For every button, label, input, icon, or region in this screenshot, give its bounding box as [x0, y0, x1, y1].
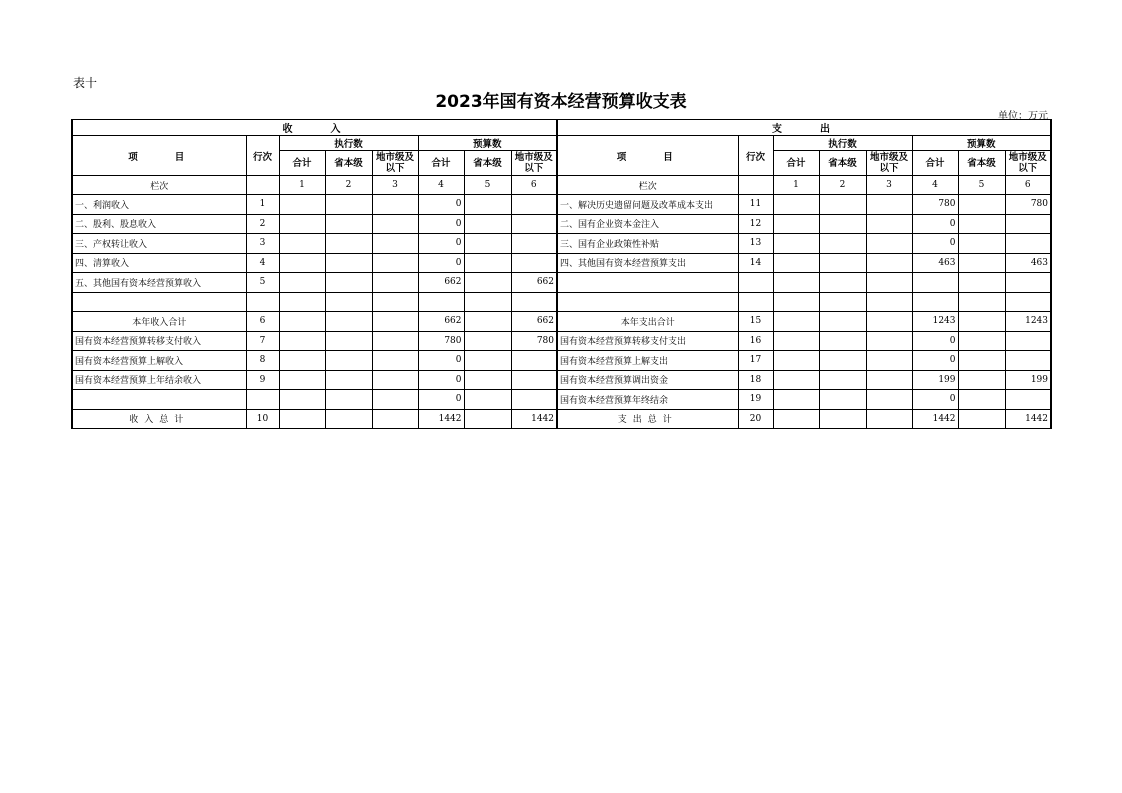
- income-value-cell: [464, 390, 511, 410]
- income-value-cell: [464, 351, 511, 371]
- expense-value-cell: [866, 234, 912, 254]
- income-value-cell: [279, 234, 325, 254]
- expense-value-cell: [912, 273, 958, 293]
- expense-value-cell: [819, 195, 866, 215]
- income-value-cell: 662: [418, 273, 464, 293]
- expense-value-cell: 780: [912, 195, 958, 215]
- expense-budget-city-header: 地市级及以下: [1005, 151, 1051, 176]
- column-number: 1: [279, 176, 325, 195]
- income-value-cell: [279, 292, 325, 312]
- income-value-cell: 0: [418, 351, 464, 371]
- expense-item-cell: 本年支出合计: [557, 312, 738, 332]
- income-value-cell: [372, 195, 418, 215]
- expense-value-cell: [819, 331, 866, 351]
- income-budget-city-header: 地市级及以下: [511, 151, 557, 176]
- income-value-cell: [372, 390, 418, 410]
- expense-item-header: 项 目: [557, 136, 738, 176]
- income-budget-provincial-header: 省本级: [464, 151, 511, 176]
- expense-value-cell: 0: [912, 331, 958, 351]
- header-row-groups: [72, 136, 1051, 151]
- income-value-cell: [325, 351, 372, 371]
- column-number: 6: [511, 176, 557, 195]
- expense-row-no-cell: 11: [738, 195, 773, 215]
- income-column-no-label: 栏次: [72, 176, 246, 195]
- unit-label: 单位：万元: [998, 111, 1048, 122]
- expense-value-cell: [819, 409, 866, 429]
- expense-item-cell: [557, 292, 738, 312]
- income-section-header: 收 入: [72, 120, 557, 136]
- expense-value-cell: 1442: [912, 409, 958, 429]
- expense-value-cell: [773, 409, 819, 429]
- income-value-cell: 0: [418, 195, 464, 215]
- expense-value-cell: [866, 273, 912, 293]
- income-item-cell: [72, 292, 246, 312]
- expense-item-cell: 支出总计: [557, 409, 738, 429]
- income-value-cell: [418, 292, 464, 312]
- income-value-cell: [511, 195, 557, 215]
- income-row-no-cell: 2: [246, 214, 279, 234]
- column-number: 3: [866, 176, 912, 195]
- expense-value-cell: [1005, 214, 1051, 234]
- income-value-cell: [325, 331, 372, 351]
- income-item-cell: 二、股利、股息收入: [72, 214, 246, 234]
- income-row-no-cell: 4: [246, 253, 279, 273]
- income-item-header: 项 目: [72, 136, 246, 176]
- table-row: [72, 409, 1051, 429]
- income-row-no-cell: 10: [246, 409, 279, 429]
- column-number: 1: [773, 176, 819, 195]
- expense-value-cell: [958, 292, 1005, 312]
- expense-value-cell: [819, 234, 866, 254]
- income-value-cell: [464, 312, 511, 332]
- expense-value-cell: [1005, 351, 1051, 371]
- expense-value-cell: [819, 273, 866, 293]
- income-item-cell: 收入总计: [72, 409, 246, 429]
- expense-value-cell: [866, 370, 912, 390]
- income-value-cell: [464, 331, 511, 351]
- income-value-cell: [325, 253, 372, 273]
- table-row: [72, 331, 1051, 351]
- income-value-cell: [372, 214, 418, 234]
- expense-value-cell: [819, 351, 866, 371]
- income-value-cell: [279, 370, 325, 390]
- income-value-cell: [325, 234, 372, 254]
- income-row-no-header: 行次: [246, 136, 279, 176]
- expense-value-cell: [819, 292, 866, 312]
- income-row-no-cell: [246, 390, 279, 410]
- income-value-cell: [325, 409, 372, 429]
- expense-value-cell: [1005, 390, 1051, 410]
- expense-value-cell: [866, 214, 912, 234]
- expense-value-cell: [819, 312, 866, 332]
- income-value-cell: [511, 292, 557, 312]
- income-value-cell: [464, 214, 511, 234]
- expense-value-cell: [1005, 234, 1051, 254]
- expense-value-cell: 463: [1005, 253, 1051, 273]
- income-value-cell: [279, 253, 325, 273]
- expense-value-cell: [866, 195, 912, 215]
- expense-value-cell: 1442: [1005, 409, 1051, 429]
- expense-value-cell: 199: [912, 370, 958, 390]
- expense-value-cell: [819, 390, 866, 410]
- income-value-cell: [279, 409, 325, 429]
- income-item-cell: 五、其他国有资本经营预算收入: [72, 273, 246, 293]
- expense-value-cell: [773, 351, 819, 371]
- income-value-cell: 780: [511, 331, 557, 351]
- income-value-cell: 662: [511, 312, 557, 332]
- income-row-no-cell: 6: [246, 312, 279, 332]
- expense-value-cell: [958, 312, 1005, 332]
- expense-item-cell: 国有资本经营预算上解支出: [557, 351, 738, 371]
- income-row-no-cell: 3: [246, 234, 279, 254]
- table-row: [72, 253, 1051, 273]
- expense-value-cell: [958, 234, 1005, 254]
- income-value-cell: [511, 234, 557, 254]
- income-item-cell: 四、清算收入: [72, 253, 246, 273]
- expense-row-no-cell: 13: [738, 234, 773, 254]
- expense-value-cell: [773, 195, 819, 215]
- income-budget-header: 预算数: [418, 136, 557, 151]
- income-value-cell: [372, 351, 418, 371]
- expense-value-cell: 463: [912, 253, 958, 273]
- income-value-cell: [511, 351, 557, 371]
- table-row: [72, 214, 1051, 234]
- expense-value-cell: [866, 409, 912, 429]
- income-value-cell: 0: [418, 214, 464, 234]
- expense-item-cell: [557, 273, 738, 293]
- income-value-cell: [325, 292, 372, 312]
- income-item-cell: [72, 390, 246, 410]
- expense-value-cell: [773, 214, 819, 234]
- column-number: 6: [1005, 176, 1051, 195]
- table-row: [72, 370, 1051, 390]
- income-value-cell: 1442: [418, 409, 464, 429]
- expense-item-cell: 国有资本经营预算调出资金: [557, 370, 738, 390]
- expense-row-no-cell: 19: [738, 390, 773, 410]
- expense-item-cell: 一、解决历史遗留问题及改革成本支出: [557, 195, 738, 215]
- income-row-no-cell: 9: [246, 370, 279, 390]
- expense-value-cell: [866, 390, 912, 410]
- income-value-cell: [372, 370, 418, 390]
- expense-budget-total-header: 合计: [912, 151, 958, 176]
- income-value-cell: 0: [418, 370, 464, 390]
- expense-value-cell: 780: [1005, 195, 1051, 215]
- expense-value-cell: [958, 214, 1005, 234]
- expense-value-cell: [866, 312, 912, 332]
- expense-value-cell: 1243: [912, 312, 958, 332]
- expense-row-no-blank: [738, 176, 773, 195]
- expense-item-cell: 二、国有企业资本金注入: [557, 214, 738, 234]
- expense-row-no-cell: 16: [738, 331, 773, 351]
- income-value-cell: [372, 312, 418, 332]
- income-value-cell: 1442: [511, 409, 557, 429]
- expense-value-cell: 0: [912, 234, 958, 254]
- expense-item-cell: 三、国有企业政策性补贴: [557, 234, 738, 254]
- income-value-cell: [279, 390, 325, 410]
- income-exec-city-header: 地市级及以下: [372, 151, 418, 176]
- income-value-cell: [511, 390, 557, 410]
- expense-value-cell: [773, 390, 819, 410]
- expense-value-cell: [819, 253, 866, 273]
- expense-exec-city-header: 地市级及以下: [866, 151, 912, 176]
- table-row: [72, 390, 1051, 410]
- income-value-cell: [464, 195, 511, 215]
- income-value-cell: [325, 370, 372, 390]
- expense-row-no-cell: 15: [738, 312, 773, 332]
- expense-value-cell: 199: [1005, 370, 1051, 390]
- expense-row-no-cell: 20: [738, 409, 773, 429]
- income-value-cell: [279, 351, 325, 371]
- expense-value-cell: [773, 292, 819, 312]
- expense-executed-header: 执行数: [773, 136, 912, 151]
- income-exec-total-header: 合计: [279, 151, 325, 176]
- income-row-no-cell: 7: [246, 331, 279, 351]
- income-value-cell: 662: [511, 273, 557, 293]
- expense-value-cell: [866, 253, 912, 273]
- income-value-cell: [464, 253, 511, 273]
- income-value-cell: 662: [418, 312, 464, 332]
- income-item-cell: 本年收入合计: [72, 312, 246, 332]
- expense-value-cell: [912, 292, 958, 312]
- income-value-cell: [372, 331, 418, 351]
- expense-row-no-cell: 18: [738, 370, 773, 390]
- expense-column-no-label: 栏次: [557, 176, 738, 195]
- expense-value-cell: [958, 273, 1005, 293]
- table-row: [72, 273, 1051, 293]
- budget-table: [71, 119, 1052, 429]
- income-value-cell: 780: [418, 331, 464, 351]
- income-value-cell: [325, 312, 372, 332]
- income-row-no-cell: 8: [246, 351, 279, 371]
- expense-section-header: 支 出: [557, 120, 1051, 136]
- expense-value-cell: [958, 409, 1005, 429]
- expense-value-cell: [958, 351, 1005, 371]
- page-title: 2023年国有资本经营预算收支表: [435, 92, 687, 112]
- column-number: 5: [464, 176, 511, 195]
- income-value-cell: [279, 214, 325, 234]
- expense-value-cell: [773, 331, 819, 351]
- income-row-no-cell: 5: [246, 273, 279, 293]
- income-row-no-blank: [246, 176, 279, 195]
- income-budget-total-header: 合计: [418, 151, 464, 176]
- expense-value-cell: [773, 253, 819, 273]
- expense-value-cell: [958, 390, 1005, 410]
- income-item-cell: 一、利润收入: [72, 195, 246, 215]
- income-value-cell: 0: [418, 390, 464, 410]
- expense-value-cell: [773, 273, 819, 293]
- column-number: 3: [372, 176, 418, 195]
- income-value-cell: [279, 273, 325, 293]
- expense-exec-provincial-header: 省本级: [819, 151, 866, 176]
- income-value-cell: [325, 195, 372, 215]
- expense-value-cell: [1005, 292, 1051, 312]
- income-value-cell: [464, 409, 511, 429]
- income-value-cell: [511, 253, 557, 273]
- expense-value-cell: 0: [912, 214, 958, 234]
- expense-row-no-cell: 14: [738, 253, 773, 273]
- expense-value-cell: 0: [912, 390, 958, 410]
- column-number: 5: [958, 176, 1005, 195]
- expense-item-cell: 国有资本经营预算年终结余: [557, 390, 738, 410]
- income-value-cell: [464, 292, 511, 312]
- income-value-cell: [511, 214, 557, 234]
- income-value-cell: [279, 331, 325, 351]
- expense-value-cell: [1005, 331, 1051, 351]
- expense-value-cell: [958, 253, 1005, 273]
- column-number-row: [72, 176, 1051, 195]
- income-value-cell: [511, 370, 557, 390]
- expense-value-cell: [819, 370, 866, 390]
- expense-value-cell: [958, 370, 1005, 390]
- income-value-cell: [279, 312, 325, 332]
- income-value-cell: 0: [418, 234, 464, 254]
- income-value-cell: [325, 214, 372, 234]
- column-number: 2: [819, 176, 866, 195]
- header-row-section: [72, 120, 1051, 136]
- expense-row-no-cell: 17: [738, 351, 773, 371]
- income-item-cell: 国有资本经营预算上解收入: [72, 351, 246, 371]
- table-row: [72, 351, 1051, 371]
- expense-value-cell: [866, 292, 912, 312]
- column-number: 4: [418, 176, 464, 195]
- income-value-cell: [372, 292, 418, 312]
- expense-value-cell: [819, 214, 866, 234]
- expense-value-cell: 0: [912, 351, 958, 371]
- expense-value-cell: [958, 195, 1005, 215]
- table-row: [72, 234, 1051, 254]
- column-number: 4: [912, 176, 958, 195]
- expense-value-cell: [773, 312, 819, 332]
- expense-item-cell: 国有资本经营预算转移支付支出: [557, 331, 738, 351]
- income-executed-header: 执行数: [279, 136, 418, 151]
- expense-exec-total-header: 合计: [773, 151, 819, 176]
- table-row: [72, 195, 1051, 215]
- table-number-label: 表十: [73, 76, 98, 90]
- expense-value-cell: [773, 234, 819, 254]
- income-exec-provincial-header: 省本级: [325, 151, 372, 176]
- income-value-cell: [464, 234, 511, 254]
- expense-value-cell: [866, 331, 912, 351]
- income-value-cell: [372, 409, 418, 429]
- expense-budget-provincial-header: 省本级: [958, 151, 1005, 176]
- expense-value-cell: [866, 351, 912, 371]
- table-row: [72, 292, 1051, 312]
- expense-row-no-cell: 12: [738, 214, 773, 234]
- expense-row-no-cell: [738, 292, 773, 312]
- income-value-cell: [372, 273, 418, 293]
- expense-row-no-cell: [738, 273, 773, 293]
- expense-value-cell: [1005, 273, 1051, 293]
- income-item-cell: 国有资本经营预算上年结余收入: [72, 370, 246, 390]
- expense-value-cell: [958, 331, 1005, 351]
- income-value-cell: [372, 234, 418, 254]
- column-number: 2: [325, 176, 372, 195]
- income-item-cell: 国有资本经营预算转移支付收入: [72, 331, 246, 351]
- expense-budget-header: 预算数: [912, 136, 1051, 151]
- income-item-cell: 三、产权转让收入: [72, 234, 246, 254]
- table-row: [72, 312, 1051, 332]
- expense-value-cell: [773, 370, 819, 390]
- income-value-cell: [464, 370, 511, 390]
- income-value-cell: 0: [418, 253, 464, 273]
- income-value-cell: [325, 390, 372, 410]
- expense-row-no-header: 行次: [738, 136, 773, 176]
- income-row-no-cell: [246, 292, 279, 312]
- income-row-no-cell: 1: [246, 195, 279, 215]
- expense-item-cell: 四、其他国有资本经营预算支出: [557, 253, 738, 273]
- income-value-cell: [279, 195, 325, 215]
- income-value-cell: [372, 253, 418, 273]
- expense-value-cell: 1243: [1005, 312, 1051, 332]
- income-value-cell: [325, 273, 372, 293]
- income-value-cell: [464, 273, 511, 293]
